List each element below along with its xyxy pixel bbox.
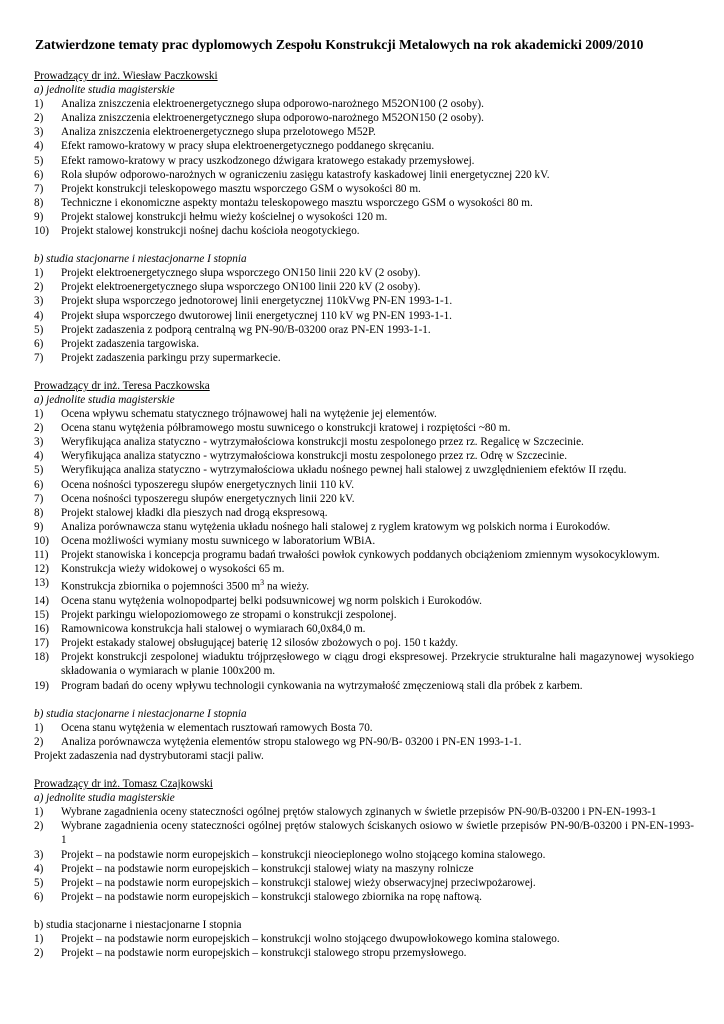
topic-list bbox=[34, 97, 694, 238]
topic-text: Analiza porównawcza wytężenia elementów stropu stalowego wg PN-90/B- 03200 i PN-EN 1993-1-1. bbox=[61, 735, 522, 748]
topic-item bbox=[34, 721, 694, 735]
topic-number: 5) bbox=[34, 464, 44, 477]
study-type-heading: b) studia stacjonarne i niestacjonarne I stopnia bbox=[34, 707, 247, 720]
topic-text: Weryfikująca analiza statyczno - wytrzymałościowa konstrukcji mostu zespolonego przez rz. Odrę w Szczecinie. bbox=[61, 450, 568, 463]
topic-item bbox=[34, 196, 694, 210]
topic-item bbox=[34, 650, 694, 678]
topic-item bbox=[34, 125, 694, 139]
topic-number: 1) bbox=[34, 408, 44, 421]
topic-number: 9) bbox=[34, 210, 44, 223]
topic-number: 19) bbox=[34, 679, 49, 692]
topic-number: 17) bbox=[34, 637, 49, 650]
topic-number: 4) bbox=[34, 309, 44, 322]
topic-item bbox=[34, 280, 694, 294]
topic-number: 7) bbox=[34, 182, 44, 195]
topic-item bbox=[34, 154, 694, 168]
study-type-heading: a) jednolite studia magisterskie bbox=[34, 792, 175, 805]
topic-item bbox=[34, 735, 694, 749]
topic-number: 2) bbox=[34, 112, 44, 125]
topic-text: Ocena nośności typoszeregu słupów energetycznych linii 110 kV. bbox=[61, 478, 355, 491]
topic-number: 11) bbox=[34, 549, 49, 561]
topic-list bbox=[34, 407, 694, 693]
topic-text: Ramownicowa konstrukcja hali stalowej o wymiarach 60,0x84,0 m. bbox=[61, 623, 366, 636]
topic-text: Projekt elektroenergetycznego słupa wsporczego ON100 linii 220 kV (2 osoby). bbox=[61, 281, 421, 294]
group-note: Projekt zadaszenia nad dystrybutorami stacji paliw. bbox=[34, 749, 264, 762]
topic-text: Konstrukcja wieży widokowej o wysokości 65 m. bbox=[61, 563, 285, 576]
study-type-heading: a) jednolite studia magisterskie bbox=[34, 84, 175, 97]
topic-text: Projekt – na podstawie norm europejskich – konstrukcji stalowej wiaty na maszyny rolnicze bbox=[61, 862, 474, 875]
topic-number: 1) bbox=[34, 806, 44, 819]
topic-number: 10) bbox=[34, 225, 49, 238]
topic-item bbox=[34, 679, 694, 693]
topic-item bbox=[34, 848, 694, 862]
group-spacer bbox=[34, 904, 694, 918]
topic-text: Projekt stalowej kładki dla pieszych nad drogą ekspresową. bbox=[61, 506, 328, 519]
topic-item bbox=[34, 534, 694, 548]
topic-number: 3) bbox=[34, 126, 44, 139]
topic-item bbox=[34, 622, 694, 636]
topic-text: Ocena nośności typoszeregu słupów energetycznych linii 220 kV. bbox=[61, 492, 355, 505]
topic-item bbox=[34, 309, 694, 323]
topic-number: 8) bbox=[34, 196, 44, 209]
topic-item bbox=[34, 266, 694, 280]
topic-text: Analiza zniszczenia elektroenergetycznego słupa przelotowego M52P. bbox=[61, 126, 376, 139]
topic-item bbox=[34, 805, 694, 819]
topic-number: 2) bbox=[34, 422, 44, 435]
topic-item bbox=[34, 506, 694, 520]
document-page bbox=[34, 36, 694, 960]
topic-text: Projekt stalowej konstrukcji nośnej dachu kościoła neogotyckiego. bbox=[61, 225, 360, 238]
topic-text: Projekt słupa wsporczego dwutorowej linii energetycznej 110 kV wg PN-EN 1993-1-1. bbox=[61, 309, 452, 322]
topic-number: 9) bbox=[34, 520, 44, 533]
topic-item bbox=[34, 862, 694, 876]
topic-text: Ocena stanu wytężenia w elementach rusztowań ramowych Bosta 70. bbox=[61, 721, 373, 734]
topic-number: 5) bbox=[34, 323, 44, 336]
topic-item bbox=[34, 932, 694, 946]
topic-text: Projekt – na podstawie norm europejskich – konstrukcji nieocieplonego wolno stojącego komina stalowego. bbox=[61, 848, 546, 861]
topic-text: Analiza zniszczenia elektroenergetycznego słupa odporowo-narożnego M52ON100 (2 osoby). bbox=[61, 98, 484, 111]
topic-item bbox=[34, 548, 694, 562]
study-type-heading: a) jednolite studia magisterskie bbox=[34, 393, 175, 406]
topic-item bbox=[34, 876, 694, 890]
topic-text: Projekt elektroenergetycznego słupa wsporczego ON150 linii 220 kV (2 osoby). bbox=[61, 267, 421, 280]
topic-text: Projekt zadaszenia z podporą centralną wg PN-90/B-03200 oraz PN-EN 1993-1-1. bbox=[61, 323, 431, 336]
topic-text: Projekt – na podstawie norm europejskich – konstrukcji stalowego stropu przemysłowego. bbox=[61, 947, 467, 960]
topic-item bbox=[34, 111, 694, 125]
topic-text: Ocena stanu wytężenia półbramowego mostu suwnicego o konstrukcji kratowej i rozpiętości ~80 m. bbox=[61, 422, 511, 435]
topic-number: 6) bbox=[34, 168, 44, 181]
topic-item bbox=[34, 492, 694, 506]
topic-text: Projekt – na podstawie norm europejskich – konstrukcji stalowej wieży obserwacyjnej przeciwpożarowej. bbox=[61, 876, 536, 889]
topic-text: Projekt stanowiska i koncepcja programu badań trwałości powłok cynkowych poddanych obciążeniom zmiennym wysokocyklowym. bbox=[61, 549, 660, 561]
topic-text: Program badań do oceny wpływu technologii cynkowania na wytrzymałość zmęczeniową stali dla próbek z karbem. bbox=[61, 679, 583, 692]
topic-number: 5) bbox=[34, 876, 44, 889]
topic-text: Weryfikująca analiza statyczno - wytrzymałościowa układu nośnego pewnej hali stalowej z uwzględnieniem efektów II rzędu. bbox=[61, 464, 627, 477]
topic-text: Projekt zadaszenia targowiska. bbox=[61, 337, 200, 350]
topic-number: 3) bbox=[34, 295, 44, 308]
topic-item bbox=[34, 182, 694, 196]
study-type-heading: b) studia stacjonarne i niestacjonarne I stopnia bbox=[34, 253, 247, 266]
topic-number: 15) bbox=[34, 609, 49, 622]
group-spacer bbox=[34, 238, 694, 252]
topic-number: 6) bbox=[34, 890, 44, 903]
topic-number: 1) bbox=[34, 267, 44, 280]
topic-text: Efekt ramowo-kratowy w pracy uszkodzonego dźwigara kratowego estakady przemysłowej. bbox=[61, 154, 475, 167]
topic-item bbox=[34, 224, 694, 238]
topic-item bbox=[34, 323, 694, 337]
topic-item bbox=[34, 435, 694, 449]
topic-number: 13) bbox=[34, 577, 49, 590]
topic-list bbox=[34, 266, 694, 365]
topic-text: Techniczne i ekonomiczne aspekty montażu teleskopowego masztu wsporczego GSM o wysokości 80 m. bbox=[61, 196, 533, 209]
topic-number: 2) bbox=[34, 281, 44, 294]
topic-number: 1) bbox=[34, 932, 44, 945]
topic-item bbox=[34, 337, 694, 351]
topic-item bbox=[34, 576, 694, 594]
topic-text: Projekt stalowej konstrukcji hełmu wieży kościelnej o wysokości 120 m. bbox=[61, 210, 388, 223]
topic-number: 2) bbox=[34, 735, 44, 748]
topic-item bbox=[34, 608, 694, 622]
topic-text: Analiza porównawcza stanu wytężenia układu nośnego hali stalowej z ryglem kratowym wg polskich norma i Eurokodów. bbox=[61, 520, 611, 533]
lecturer-heading: Prowadzący dr inż. Tomasz Czajkowski bbox=[34, 778, 213, 791]
section-spacer bbox=[34, 365, 694, 379]
topic-item bbox=[34, 636, 694, 650]
topic-item bbox=[34, 449, 694, 463]
topic-item bbox=[34, 946, 694, 960]
topic-number: 2) bbox=[34, 820, 44, 833]
topic-number: 10) bbox=[34, 534, 49, 547]
topic-item bbox=[34, 421, 694, 435]
topic-list bbox=[34, 721, 694, 749]
topic-text: Projekt parkingu wielopoziomowego ze stropami o konstrukcji zespolonej. bbox=[61, 609, 397, 622]
topic-number: 3) bbox=[34, 848, 44, 861]
topic-item bbox=[34, 351, 694, 365]
topic-list bbox=[34, 932, 694, 960]
topic-text: Wybrane zagadnienia oceny stateczności ogólnej prętów stalowych ściskanych osiowo w świetle przepisów PN-90/B-03200 i PN-EN-1993-1 bbox=[61, 820, 694, 847]
section-spacer bbox=[34, 763, 694, 777]
topic-number: 7) bbox=[34, 351, 44, 364]
topic-number: 4) bbox=[34, 450, 44, 463]
document-content bbox=[34, 69, 694, 960]
topic-text: Konstrukcja zbiornika o pojemności 3500 $m^3$ na wieży. bbox=[61, 578, 310, 593]
topic-number: 6) bbox=[34, 337, 44, 350]
topic-text: Projekt zadaszenia parkingu przy supermarkecie. bbox=[61, 351, 281, 364]
topic-item bbox=[34, 520, 694, 534]
topic-item bbox=[34, 819, 694, 847]
study-type-heading: b) studia stacjonarne i niestacjonarne I stopnia bbox=[34, 918, 242, 931]
topic-text: Weryfikująca analiza statyczno - wytrzymałościowa konstrukcji mostu zespolonego przez rz. Regalicę w Szczecinie. bbox=[61, 436, 584, 449]
lecturer-heading: Prowadzący dr inż. Wiesław Paczkowski bbox=[34, 70, 218, 82]
superscript: 3 bbox=[260, 578, 265, 588]
topic-item bbox=[34, 294, 694, 308]
topic-number: 4) bbox=[34, 140, 44, 153]
topic-number: 3) bbox=[34, 436, 44, 449]
topic-number: 1) bbox=[34, 721, 44, 734]
topic-text: Analiza zniszczenia elektroenergetycznego słupa odporowo-narożnego M52ON150 (2 osoby). bbox=[61, 112, 484, 125]
topic-text: Efekt ramowo-kratowy w pracy słupa elektroenergetycznego poddanego skręcaniu. bbox=[61, 140, 435, 153]
topic-text: Rola słupów odporowo-narożnych w ograniczeniu zasięgu katastrofy kaskadowej linii energetycznej 220 kV. bbox=[61, 168, 550, 181]
topic-text: Projekt słupa wsporczego jednotorowej linii energetycznej 110kVwg PN-EN 1993-1-1. bbox=[61, 295, 453, 308]
topic-item bbox=[34, 463, 694, 477]
topic-text: Ocena wpływu schematu statycznego trójnawowej hali na wytężenie jej elementów. bbox=[61, 408, 437, 421]
topic-list bbox=[34, 805, 694, 904]
topic-text: Projekt – na podstawie norm europejskich – konstrukcji stalowego zbiornika na ropę naftową. bbox=[61, 890, 482, 903]
topic-number: 2) bbox=[34, 947, 44, 960]
topic-text: Ocena stanu wytężenia wolnopodpartej belki podsuwnicowej wg norm polskich i Eurokodów. bbox=[61, 595, 482, 608]
topic-number: 5) bbox=[34, 154, 44, 167]
topic-number: 14) bbox=[34, 595, 49, 608]
topic-number: 1) bbox=[34, 98, 44, 111]
topic-item bbox=[34, 594, 694, 608]
lecturer-heading: Prowadzący dr inż. Teresa Paczkowska bbox=[34, 379, 210, 392]
topic-item bbox=[34, 210, 694, 224]
topic-text: Ocena możliwości wymiany mostu suwnicego w laboratorium WBiA. bbox=[61, 534, 376, 547]
topic-number: 18) bbox=[34, 651, 49, 664]
topic-number: 12) bbox=[34, 563, 49, 576]
topic-number: 4) bbox=[34, 862, 44, 875]
topic-item bbox=[34, 407, 694, 421]
topic-item bbox=[34, 168, 694, 182]
topic-text: Projekt estakady stalowej obsługującej baterię 12 silosów zbożowych o poj. 150 t każdy. bbox=[61, 637, 458, 650]
topic-number: 7) bbox=[34, 492, 44, 505]
topic-number: 6) bbox=[34, 478, 44, 491]
topic-text: Projekt konstrukcji teleskopowego masztu wsporczego GSM o wysokości 80 m. bbox=[61, 182, 421, 195]
topic-text: Projekt – na podstawie norm europejskich – konstrukcji wolno stojącego dwupowłokowego komina stalowego. bbox=[61, 932, 560, 945]
topic-item bbox=[34, 139, 694, 153]
topic-item bbox=[34, 562, 694, 576]
topic-item bbox=[34, 97, 694, 111]
topic-number: 8) bbox=[34, 506, 44, 519]
topic-text: Wybrane zagadnienia oceny stateczności ogólnej prętów stalowych zginanych w świetle przepisów PN-90/B-03200 i PN-EN-1993-1 bbox=[61, 806, 657, 819]
page-title: Zatwierdzone tematy prac dyplomowych Zespołu Konstrukcji Metalowych na rok akademicki 2009/2010 bbox=[35, 37, 644, 52]
topic-number: 16) bbox=[34, 623, 49, 636]
topic-item bbox=[34, 478, 694, 492]
group-spacer bbox=[34, 693, 694, 707]
topic-text: Projekt konstrukcji zespolonej wiaduktu trójprzęsłowego w ciągu drogi ekspresowej. Przekrycie strukturalne hali magazynowej wysokiego składowania o wymiarach w planie 100x200 m. bbox=[61, 651, 694, 678]
topic-item bbox=[34, 890, 694, 904]
